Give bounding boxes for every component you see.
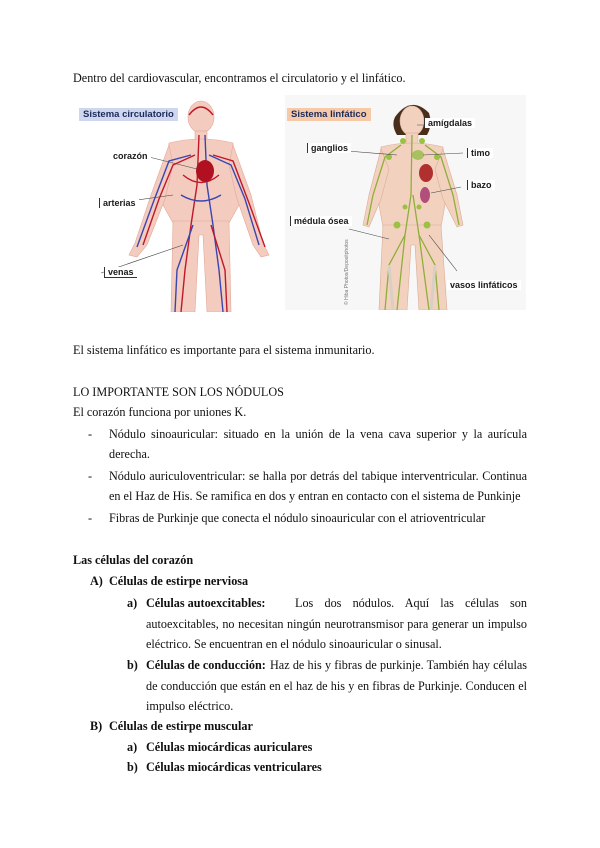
cells-heading: Las células del corazón [73,553,194,567]
label-arteries: arterias [99,198,139,208]
lymphatic-illustration [285,95,526,310]
label-thymus: timo [467,148,493,158]
list-bullet: - [88,469,93,483]
autoexcitable-text: eléctrico. Se encuentran en el nódulo sinoauricular o sinusal. [146,637,442,651]
nodes-intro: El corazón funciona por uniones K. [73,405,247,419]
list-item-line: derecha. [109,447,150,461]
circulatory-figure [73,95,275,312]
label-marrow: médula ósea [290,216,352,226]
conduction-text: de conducción que están en el haz de his y en fibras de Purkinje. Conducen el [146,679,527,693]
section-b-title: Células de estirpe muscular [109,719,253,733]
label-tonsils: amígdalas [424,118,475,128]
lymphatic-figure [285,95,526,310]
conduction-text: Haz de his y fibras de purkinje. También hay células [270,658,527,672]
list-item-line: en el Haz de His. Se ramifica en dos y entran en contacto con el sistema de Punkinje [109,489,521,503]
list-item-line: Nódulo sinoauricular: situado en la unión de la vena cava superior y la aurícula [109,427,527,441]
intro-paragraph: Dentro del cardiovascular, encontramos el circulatorio y el linfático. [73,71,406,85]
image-credit: © Hiba Photos/Depositphotos [344,239,350,305]
label-veins: venas [104,267,137,278]
section-b-marker: B) [90,719,103,733]
label-lymph-vessels: vasos linfáticos [447,280,521,290]
subitem-marker: a) [127,596,138,610]
subitem-marker: b) [127,658,138,672]
conduction-text: impulso eléctrico. [146,699,234,713]
list-item-line: Fibras de Purkinje que conecta el nódulo sinoauricular con el atrioventricular [109,511,486,525]
label-spleen: bazo [467,180,495,190]
subitem-marker: a) [127,740,138,754]
section-a-marker: A) [90,574,103,588]
autoexcitable-text: Los dos nódulos. Aquí las células son [295,596,527,610]
section-a-title: Células de estirpe nerviosa [109,574,249,588]
atrial-cells-title: Células miocárdicas auriculares [146,740,313,754]
label-ganglia: ganglios [307,143,351,153]
list-bullet: - [88,427,93,441]
label-heart: corazón [110,151,151,161]
list-item-line: Nódulo auriculoventricular: se halla por detrás del tabique interventricular. Continua [109,469,527,483]
autoexcitable-title: Células autoexcitables: [146,596,266,610]
lymph-importance-paragraph: El sistema linfático es importante para el sistema inmunitario. [73,343,375,357]
ventricular-cells-title: Células miocárdicas ventriculares [146,760,322,774]
heart-shape [196,160,214,182]
subitem-marker: b) [127,760,138,774]
conduction-title: Células de conducción: [146,658,266,672]
list-bullet: - [88,511,93,525]
nodes-heading: LO IMPORTANTE SON LOS NÓDULOS [73,385,284,399]
autoexcitable-text: autoexcitables, no necesitan ningún neurotransmisor para generar un impulso [146,617,527,631]
circulatory-title: Sistema circulatorio [79,108,178,121]
lymphatic-title: Sistema linfático [287,108,371,121]
